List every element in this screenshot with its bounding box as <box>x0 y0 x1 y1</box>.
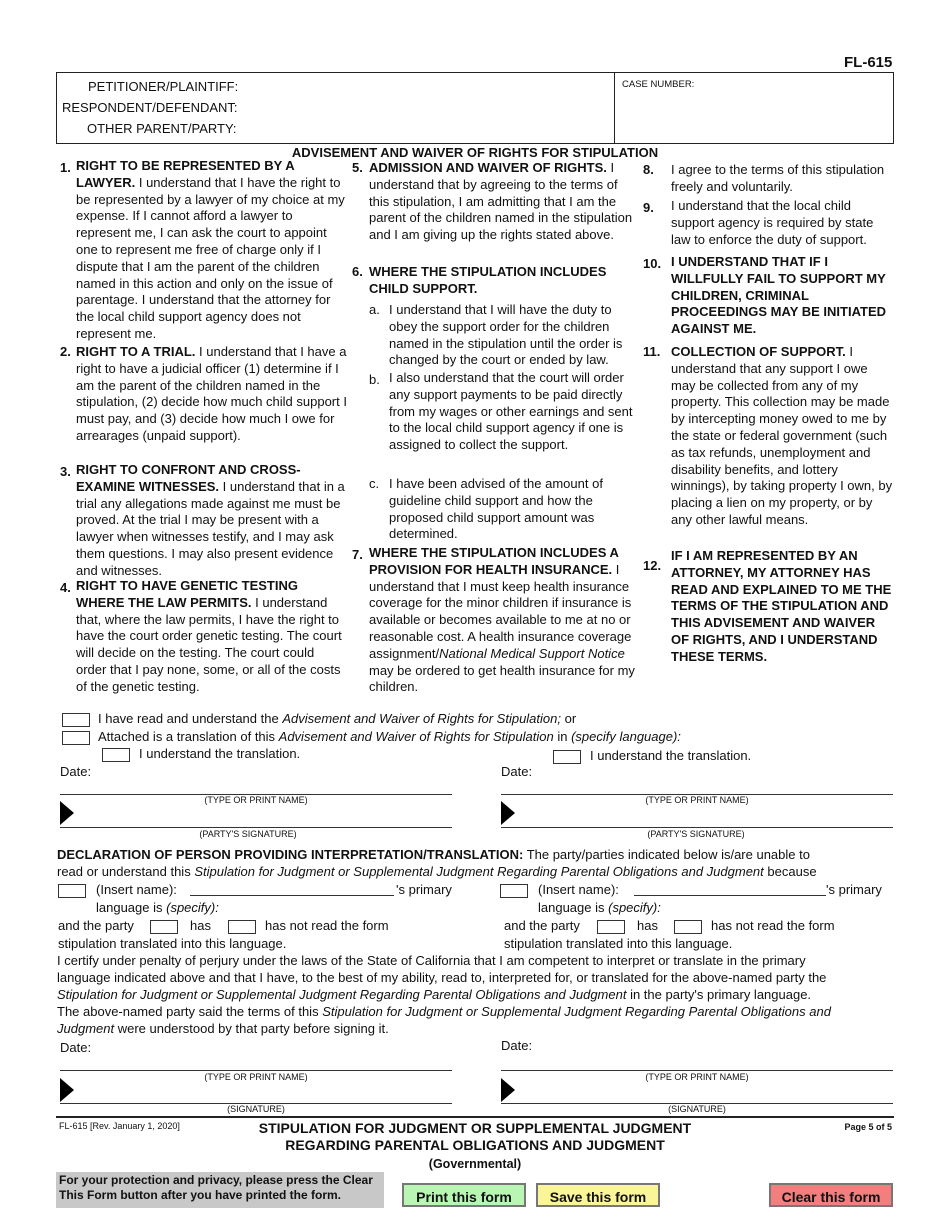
party-name-caption-1: (TYPE OR PRINT NAME) <box>204 795 308 805</box>
item-12: IF I AM REPRESENTED BY AN ATTORNEY, MY ATTORNEY HAS READ AND EXPLAINED TO ME THE TERMS OF THE STIPULATION AND THIS ADVISEMENT AND WAIVER OF RIGHTS, AND I UNDERSTAND THESE TERMS. <box>671 548 892 664</box>
has-not-label-1: has not read the form <box>265 918 389 933</box>
signature-arrow-2 <box>501 801 515 825</box>
date-label-1: Date: <box>60 764 92 779</box>
declaration-intro-2: read or understand this Stipulation for Judgment or Supplemental Judgment Regarding Parental Obligations and Judgment because <box>57 864 817 879</box>
has-checkbox-2[interactable] <box>597 920 625 934</box>
declaration-date-label-2: Date: <box>501 1038 533 1053</box>
interpreter-checkbox-1[interactable] <box>58 884 86 898</box>
certify-line-1: I certify under penalty of perjury under the laws of the State of California that I am competent to interpret or translate in the primary <box>57 953 806 968</box>
item-6b: I also understand that the court will order any support payments to be paid directly from my wages or other earnings and sent to the local child support agency if one is assigned to collect the support. <box>389 370 633 453</box>
item-6c: I have been advised of the amount of guideline child support and how the proposed child support amount was determined. <box>389 476 603 542</box>
insert-name-label-1: (Insert name): <box>96 882 177 897</box>
primary-label-1: 's primary <box>396 882 452 897</box>
item-5-text: I understand that by agreeing to the terms of this stipulation, I am admitting that I am the parent of the children named in the stipulation and I am giving up the rights stated above. <box>369 160 633 243</box>
primary-label-2: 's primary <box>826 882 882 897</box>
privacy-notice: For your protection and privacy, please press the Clear This Form button after you have printed the form. <box>56 1172 384 1208</box>
interpreter-name-line-2 <box>501 1070 893 1071</box>
respondent-label: RESPONDENT/DEFENDANT: <box>62 100 238 115</box>
signature-arrow-3 <box>60 1078 74 1102</box>
item-2-text: I understand that I have a right to have a judicial officer (1) determine if I am the parent of the children named in the stipulation, (2) decide how much child support I must pay, and (3) decide how much I owe for arrearages (unpaid support). <box>76 344 347 443</box>
interpreter-name-line-1 <box>60 1070 452 1071</box>
advisement-heading: ADVISEMENT AND WAIVER OF RIGHTS FOR STIPULATION <box>291 145 659 160</box>
insert-name-field-1[interactable] <box>190 895 394 896</box>
has-not-checkbox-1[interactable] <box>228 920 256 934</box>
declaration-intro: DECLARATION OF PERSON PROVIDING INTERPRETATION/TRANSLATION: The party/parties indicated below is/are unable to <box>57 847 810 862</box>
item-3-text: I understand that in a trial any allegations made against me must be proved. At the trial I may be present with a lawyer when witnesses testify, and I may ask them questions. I may also present evidence and witnesses. <box>76 478 345 578</box>
date-label-2: Date: <box>501 764 533 779</box>
item-7 <box>369 545 635 696</box>
item-7-italic: National Medical Support Notice <box>439 645 625 661</box>
interpreter-name-caption-2: (TYPE OR PRINT NAME) <box>645 1072 749 1082</box>
language-label-2: language is (specify): <box>538 900 661 915</box>
save-form-button[interactable]: Save this form <box>536 1183 660 1207</box>
interpreter-checkbox-2[interactable] <box>500 884 528 898</box>
petitioner-label: PETITIONER/PLAINTIFF: <box>88 79 239 94</box>
has-label-1: has <box>190 918 211 933</box>
footer-rule <box>56 1116 894 1118</box>
party-signature-line-1 <box>60 827 452 828</box>
revision-label: FL-615 [Rev. January 1, 2020] <box>59 1121 180 1131</box>
item-1-number: 1. <box>60 160 71 175</box>
certify-line-3: Stipulation for Judgment or Supplemental Judgment Regarding Parental Obligations and Judgment in the party's primary language. <box>57 987 812 1002</box>
party-signature-line-2 <box>501 827 893 828</box>
has-not-checkbox-2[interactable] <box>674 920 702 934</box>
item-8-number: 8. <box>643 162 654 177</box>
form-id: FL-615 <box>844 54 893 71</box>
has-label-2: has <box>637 918 658 933</box>
interpreter-signature-caption-2: (SIGNATURE) <box>668 1104 726 1114</box>
has-checkbox-1[interactable] <box>150 920 178 934</box>
item-3-title: RIGHT TO CONFRONT AND CROSS-EXAMINE WITNESSES. <box>76 462 301 494</box>
item-6a: I understand that I will have the duty to obey the support order for the children named in the stipulation until the order is changed by the court or ended by law. <box>389 302 623 368</box>
translated-label-2: stipulation translated into this language. <box>504 936 733 951</box>
item-5 <box>369 160 641 244</box>
item-10: I UNDERSTAND THAT IF I WILLFULLY FAIL TO SUPPORT MY CHILDREN, CRIMINAL PROCEEDINGS MAY BE INITIATED AGAINST ME. <box>671 254 887 337</box>
item-5-title: ADMISSION AND WAIVER OF RIGHTS. <box>369 160 607 175</box>
item-4-number: 4. <box>60 580 71 595</box>
item-6b-label: b. <box>369 372 380 387</box>
and-party-label-2: and the party <box>504 918 580 933</box>
case-number-label: CASE NUMBER: <box>622 79 695 90</box>
declaration-date-label-1: Date: <box>60 1040 92 1055</box>
certify-line-2: language indicated above and that I have, to the best of my ability, read to, interpreted for, or translated for the above-named party the <box>57 970 827 985</box>
item-12-number: 12. <box>643 558 662 573</box>
translation-attached-text: Attached is a translation of this Advisement and Waiver of Rights for Stipulation in (specify language): <box>98 729 681 744</box>
item-6a-label: a. <box>369 302 380 317</box>
insert-name-label-2: (Insert name): <box>538 882 619 897</box>
item-4-text: I understand that, where the law permits, I have the right to have the court order genetic testing. The court will decide on the testing. The court could order that I pay none, some, or all of the costs of the genetic testing. <box>76 594 342 694</box>
item-8: I agree to the terms of this stipulation freely and voluntarily. <box>671 162 885 194</box>
item-7-title: WHERE THE STIPULATION INCLUDES A PROVISION FOR HEALTH INSURANCE. <box>369 545 619 577</box>
item-3 <box>76 462 350 580</box>
item-6-number: 6. <box>352 264 363 279</box>
understand-translation-text-1: I understand the translation. <box>139 746 301 761</box>
item-4 <box>76 578 346 696</box>
interpreter-name-caption-1: (TYPE OR PRINT NAME) <box>204 1072 308 1082</box>
item-2-title: RIGHT TO A TRIAL. <box>76 344 196 359</box>
footer-title-3: (Governmental) <box>428 1157 522 1171</box>
understand-translation-text-2: I understand the translation. <box>590 748 752 763</box>
and-party-label-1: and the party <box>58 918 134 933</box>
item-1 <box>76 158 350 343</box>
item-9-number: 9. <box>643 200 654 215</box>
translation-attached-checkbox[interactable] <box>62 731 90 745</box>
print-form-button[interactable]: Print this form <box>402 1183 526 1207</box>
item-7-number: 7. <box>352 547 363 562</box>
item-5-number: 5. <box>352 160 363 175</box>
item-11-text: I understand that any support I owe may be collected from any of my property. This collection may be made by intercepting money owed to me by the state or federal government (such as tax refunds, unemployment and disability benefits, and lottery winnings), by taking property I own, by placing a lien on my property, or by any other lawful means. <box>671 344 893 527</box>
insert-name-field-2[interactable] <box>634 895 826 896</box>
party-name-caption-2: (TYPE OR PRINT NAME) <box>645 795 749 805</box>
clear-form-button[interactable]: Clear this form <box>769 1183 893 1207</box>
certify-line-4: The above-named party said the terms of this Stipulation for Judgment or Supplemental Judgment Regarding Parental Obligations and <box>57 1004 831 1019</box>
party-signature-caption-2: (PARTY'S SIGNATURE) <box>647 829 745 839</box>
read-understand-checkbox[interactable] <box>62 713 90 727</box>
item-1-text: I understand that I have the right to be represented by a lawyer of my choice at my expense. If I cannot afford a lawyer to represent me, I can ask the court to appoint one to represent me free of charge only if I dispute that I am the parent of the children named in this action and only on the issue of parentage. I understand that the attorney for the local child support agency does not represent me. <box>76 174 345 341</box>
item-11 <box>671 344 893 529</box>
interpreter-signature-caption-1: (SIGNATURE) <box>227 1104 285 1114</box>
item-7-text1: I understand that I must keep health insurance coverage for the minor children if insurance is available or becomes available to me at no or reasonable cost. A health insurance coverage assignment/ <box>369 561 632 661</box>
item-10-number: 10. <box>643 256 662 271</box>
understand-translation-checkbox-2[interactable] <box>553 750 581 764</box>
item-9: I understand that the local child support agency is required by state law to enforce the duty of support. <box>671 198 874 247</box>
item-3-number: 3. <box>60 464 71 479</box>
certify-line-5: Judgment were understood by that party before signing it. <box>57 1021 389 1036</box>
other-parent-label: OTHER PARENT/PARTY: <box>87 121 237 136</box>
language-label-1: language is (specify): <box>96 900 219 915</box>
footer-title-2: REGARDING PARENTAL OBLIGATIONS AND JUDGMENT <box>285 1137 665 1153</box>
party-signature-caption-1: (PARTY'S SIGNATURE) <box>199 829 297 839</box>
footer-title-1: STIPULATION FOR JUDGMENT OR SUPPLEMENTAL JUDGMENT <box>258 1120 692 1136</box>
understand-translation-checkbox-1[interactable] <box>102 748 130 762</box>
item-6c-label: c. <box>369 476 380 491</box>
signature-arrow-4 <box>501 1078 515 1102</box>
item-7-text2: may be ordered to get health insurance for my children. <box>369 662 635 695</box>
declaration-title: DECLARATION OF PERSON PROVIDING INTERPRETATION/TRANSLATION: <box>57 847 524 862</box>
item-2-number: 2. <box>60 344 71 359</box>
item-6-title: WHERE THE STIPULATION INCLUDES CHILD SUPPORT. <box>369 264 607 296</box>
has-not-label-2: has not read the form <box>711 918 835 933</box>
item-6 <box>369 264 641 298</box>
item-1-title: RIGHT TO BE REPRESENTED BY A LAWYER. <box>76 158 295 190</box>
translated-label-1: stipulation translated into this language. <box>58 936 287 951</box>
item-11-title: COLLECTION OF SUPPORT. <box>671 344 846 359</box>
item-11-number: 11. <box>643 344 661 359</box>
page-number: Page 5 of 5 <box>844 1122 892 1132</box>
caption-divider <box>614 72 615 144</box>
item-4-title: RIGHT TO HAVE GENETIC TESTING WHERE THE LAW PERMITS. <box>76 578 298 610</box>
item-2 <box>76 344 350 445</box>
read-understand-text: I have read and understand the Advisement and Waiver of Rights for Stipulation; or <box>98 711 577 726</box>
signature-arrow-1 <box>60 801 74 825</box>
